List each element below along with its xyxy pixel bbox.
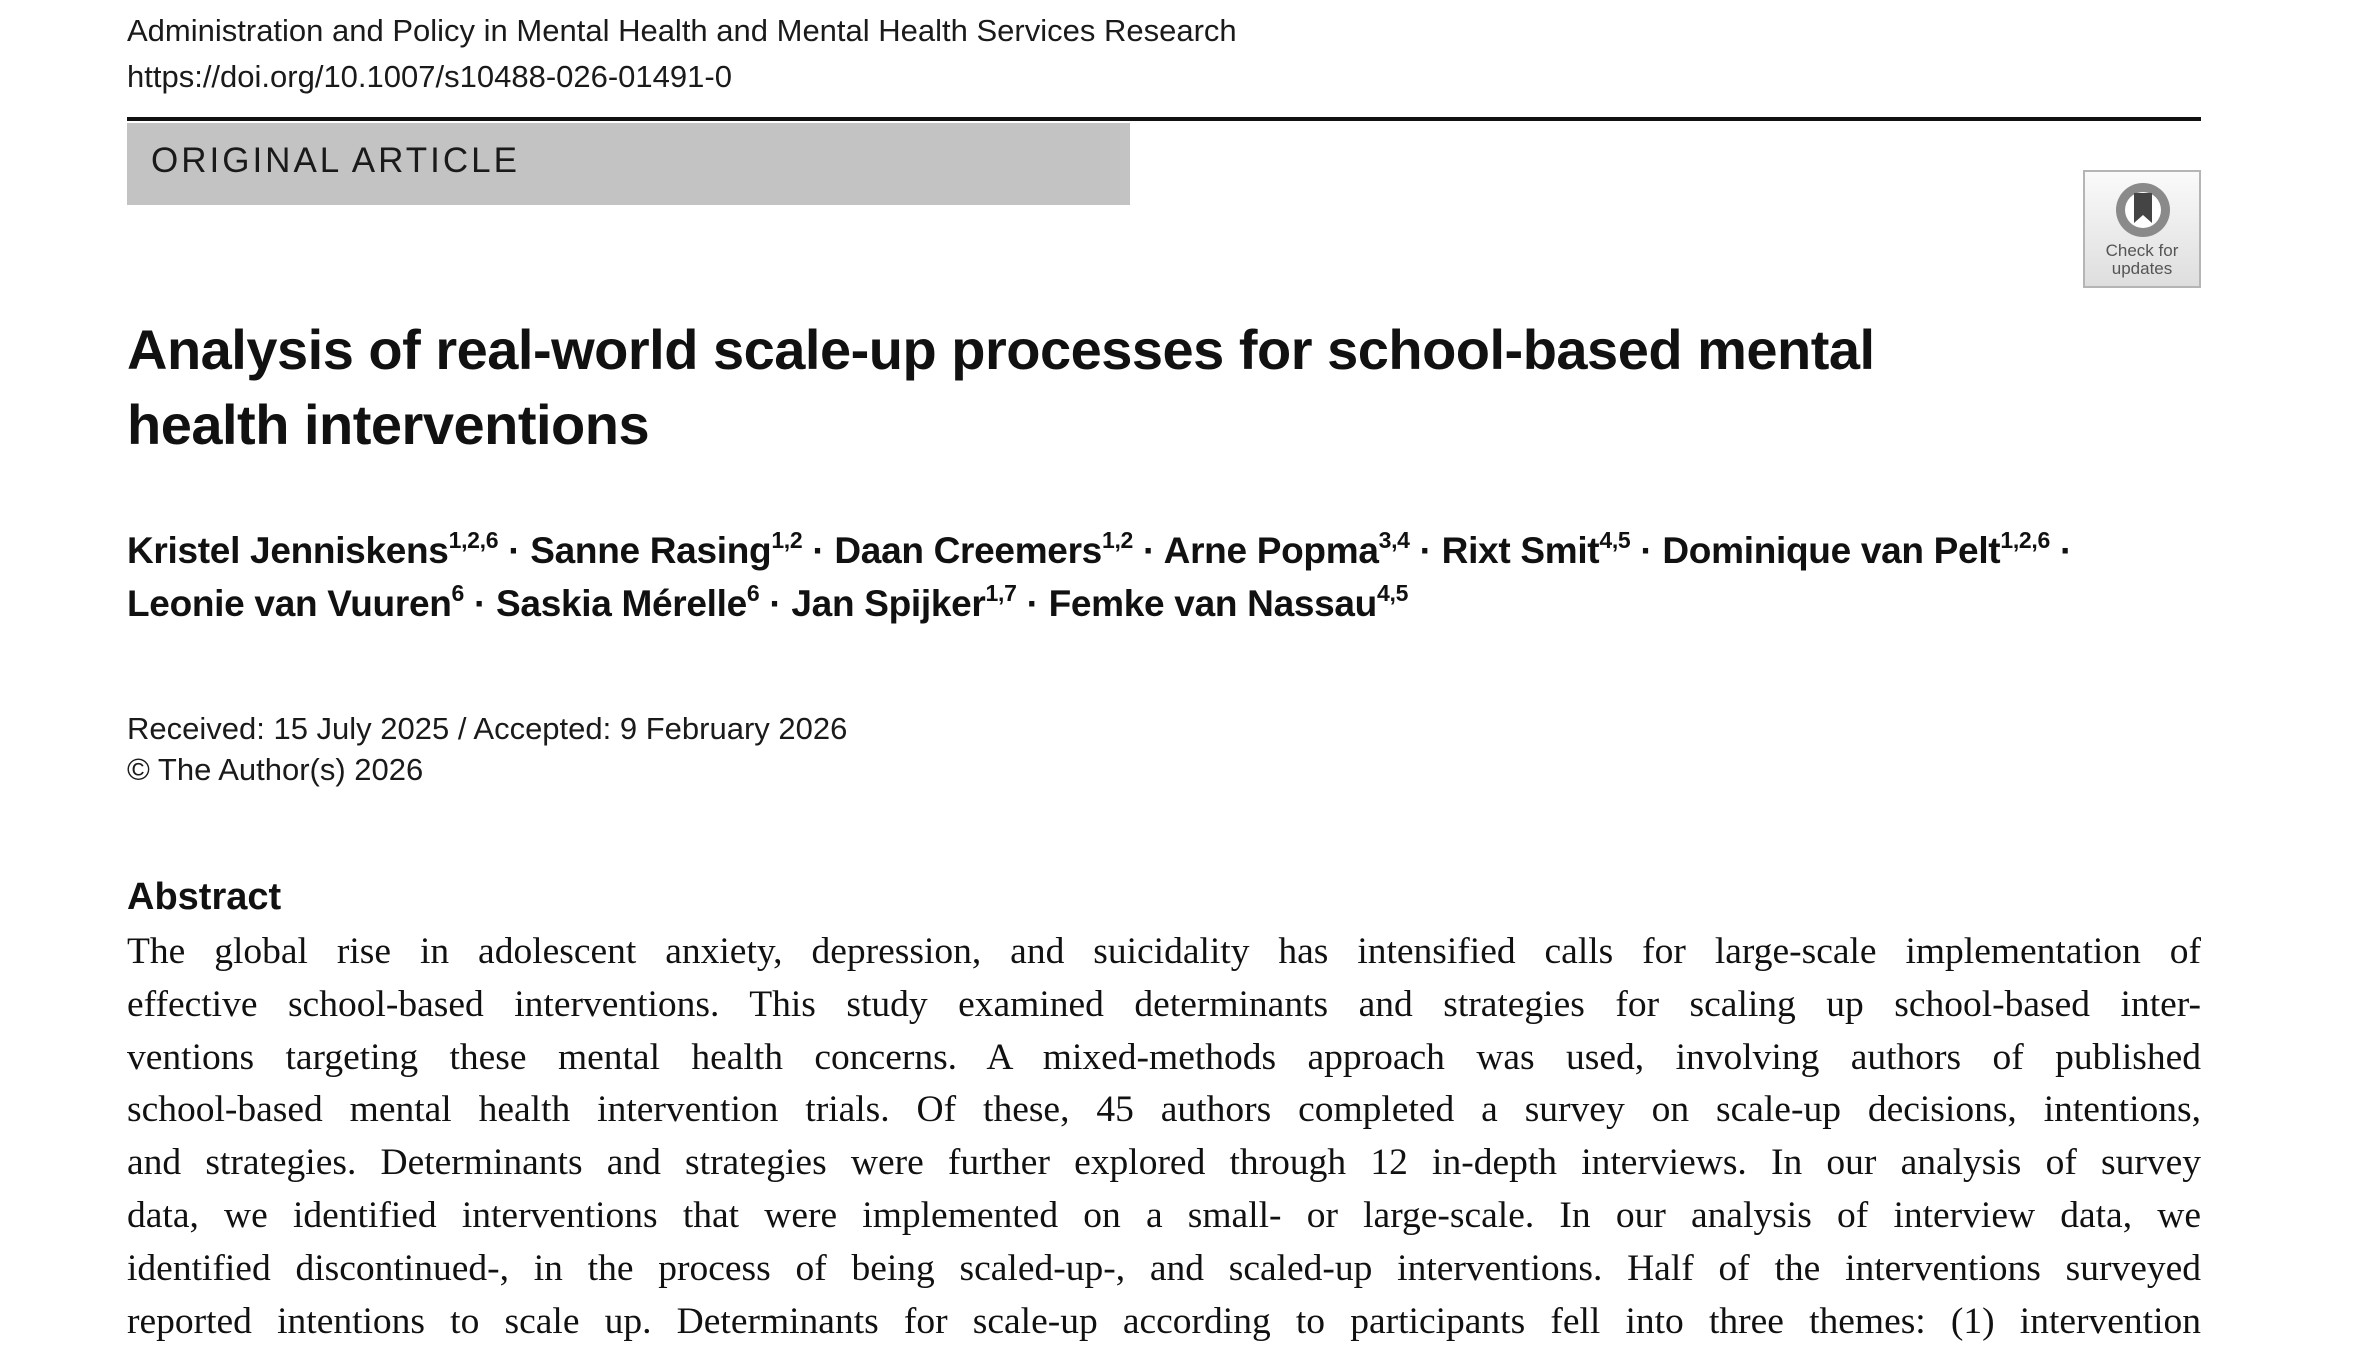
author-separator: · xyxy=(498,530,531,571)
author-name[interactable]: Sanne Rasing xyxy=(530,530,772,571)
article-title xyxy=(127,312,2027,462)
abstract-body xyxy=(127,926,2201,1348)
abstract-line: and strategies. Determinants and strategies were further explored through 12 in-depth interviews. In our analysis of survey xyxy=(127,1142,2201,1184)
author-affiliation: 1,2,6 xyxy=(448,527,499,553)
abstract-line: school-based mental health intervention trials. Of these, 45 authors completed a survey on scale-up decisions, intentions, xyxy=(127,1089,2201,1131)
author-separator: · xyxy=(1409,530,1442,571)
abstract-line: The global rise in adolescent anxiety, depression, and suicidality has intensified calls for large-scale implementation of xyxy=(127,931,2201,972)
author-separator: · xyxy=(1133,530,1164,571)
author-affiliation: 1,2,6 xyxy=(2000,527,2050,553)
header-rule xyxy=(127,117,2201,121)
journal-header xyxy=(127,8,1237,100)
crossmark-icon xyxy=(2113,180,2173,240)
author-separator: · xyxy=(464,583,497,624)
copyright: © The Author(s) 2026 xyxy=(127,752,424,787)
author-name[interactable]: Kristel Jenniskens xyxy=(127,530,449,571)
abstract-heading: Abstract xyxy=(127,876,282,918)
check-for-updates-button[interactable] xyxy=(2083,170,2201,288)
author-name[interactable]: Saskia Mérelle xyxy=(496,583,747,624)
author-name[interactable]: Rixt Smit xyxy=(1441,530,1600,571)
author-affiliation: 6 xyxy=(451,580,465,606)
author-name[interactable]: Leonie van Vuuren xyxy=(127,583,452,624)
abstract-line: identified discontinued-, in the process of being scaled-up-, and scaled-up interventions. Half of the interventions surveyed xyxy=(127,1247,2201,1289)
author-affiliation: 4,5 xyxy=(1376,580,1409,606)
check-for-updates-label: Check for updates xyxy=(2105,241,2179,278)
author-name[interactable]: Daan Creemers xyxy=(834,530,1102,571)
title-line-2: health interventions xyxy=(127,393,650,456)
author-line-2 xyxy=(127,577,2217,630)
author-separator: · xyxy=(1016,583,1049,624)
author-line-1 xyxy=(127,524,2217,577)
abstract-line: effective school-based interventions. This study examined determinants and strategies for scaling up school-based inter- xyxy=(127,983,2201,1025)
author-affiliation: 1,2 xyxy=(1101,527,1134,553)
abstract-line: data, we identified interventions that were implemented on a small- or large-scale. In our analysis of interview data, we xyxy=(127,1194,2201,1236)
author-affiliation: 6 xyxy=(746,580,760,606)
author-affiliation: 4,5 xyxy=(1599,527,1631,553)
article-type-label: ORIGINAL ARTICLE xyxy=(151,141,520,180)
author-separator: · xyxy=(2049,530,2072,571)
author-name[interactable]: Dominique van Pelt xyxy=(1662,530,2001,571)
author-name[interactable]: Arne Popma xyxy=(1163,530,1379,571)
author-name[interactable]: Jan Spijker xyxy=(791,583,986,624)
author-affiliation: 1,7 xyxy=(985,580,1017,606)
author-list xyxy=(127,524,2217,630)
author-affiliation: 1,2 xyxy=(771,527,803,553)
author-separator: · xyxy=(759,583,792,624)
author-affiliation: 3,4 xyxy=(1378,527,1410,553)
title-line-1: Analysis of real-world scale-up processes for school-based mental xyxy=(127,318,1875,381)
received-accepted: Received: 15 July 2025 / Accepted: 9 February 2026 xyxy=(127,711,848,746)
abstract-line: reported intentions to scale up. Determinants for scale-up according to participants fell into three themes: (1) intervention xyxy=(127,1300,2201,1342)
article-type-banner xyxy=(127,123,1130,205)
author-name[interactable]: Femke van Nassau xyxy=(1048,583,1377,624)
journal-name: Administration and Policy in Mental Health and Mental Health Services Research xyxy=(127,13,1237,48)
publication-dates xyxy=(127,708,847,790)
author-separator: · xyxy=(802,530,835,571)
abstract-line: ventions targeting these mental health concerns. A mixed-methods approach was used, involving authors of published xyxy=(127,1036,2201,1078)
author-separator: · xyxy=(1630,530,1663,571)
doi-link[interactable]: https://doi.org/10.1007/s10488-026-01491-0 xyxy=(127,59,732,94)
